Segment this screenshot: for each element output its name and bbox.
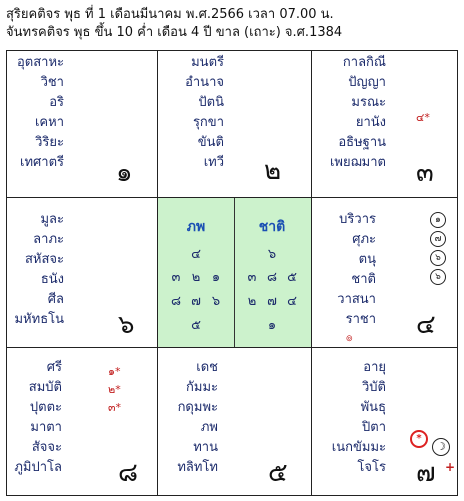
header-line-lunar: จันทรคติจร พุธ ขึ้น 10 ค่ำ เดือน 4 ปี ขาล (เถาะ) จ.ศ.1384: [6, 25, 343, 40]
house-7-list: [324, 358, 386, 478]
house-item: เคหา: [34, 115, 64, 130]
circled-planet-icon: ๖: [430, 269, 446, 285]
center-left-bottom: ๕: [191, 318, 201, 333]
center-left-cell: ๖: [211, 294, 221, 309]
grid-line: [457, 50, 458, 496]
house-7-number: ๗: [416, 458, 436, 488]
house-item: ศรี: [46, 360, 62, 375]
house-item: ราชา: [345, 312, 376, 327]
center-left-cell: ๘: [170, 294, 182, 309]
house-item: ยานัง: [355, 115, 386, 130]
house-item: อำนาจ: [185, 75, 224, 90]
header-line-solar: สุริยคติจร พุธ ที่ 1 เดือนมีนาคม พ.ศ.2566 เวลา 07.00 น.: [6, 7, 334, 22]
house-item: ปุตตะ: [29, 400, 62, 415]
center-left-title: ภพ: [186, 219, 206, 235]
circled-planet-icon: ๑: [430, 212, 446, 228]
center-right-top: ๖: [267, 247, 277, 262]
center-right-cell: ๗: [267, 294, 277, 309]
house-item: ภูมิปาโล: [14, 460, 62, 475]
house-item: สมบัติ: [28, 380, 62, 395]
grid-line: [6, 495, 458, 496]
house-item: ปัตนิ: [198, 95, 224, 110]
house-1-list: [6, 53, 64, 173]
house-item: กัมมะ: [186, 380, 218, 395]
center-left-cell: ๓: [171, 270, 181, 285]
house-item: มนตรี: [191, 55, 224, 70]
house-5-list: [166, 358, 218, 478]
house-8-planet-mark: ๒*: [108, 383, 121, 396]
grid-line: [311, 50, 312, 496]
house-6-list: [6, 210, 64, 330]
house-2-number: ๒: [264, 156, 282, 186]
grid-line: [6, 50, 458, 51]
house-item: ศุภะ: [352, 232, 376, 247]
house-item: เดช: [196, 360, 218, 375]
house-item: ลาภะ: [33, 232, 64, 247]
house-5-number: ๕: [268, 458, 288, 488]
house-item: มูละ: [40, 212, 64, 227]
house-item: กาลกิณี: [342, 55, 386, 70]
center-left-cell: ๒: [191, 270, 201, 285]
red-circled-star-icon: *: [410, 430, 428, 448]
center-right-title: ชาติ: [258, 219, 286, 235]
center-right-cell: ๓: [247, 270, 257, 285]
house-item: ขันติ: [197, 135, 224, 150]
center-right-cell: ๕: [287, 270, 297, 285]
center-divider: [234, 198, 235, 347]
house-item: กดุมพะ: [177, 400, 218, 415]
house-item: ตนุ: [358, 252, 376, 267]
grid-line: [6, 347, 458, 348]
house-item: พันธุ: [360, 400, 386, 415]
circled-planet-icon: ๖: [430, 250, 446, 266]
house-3-number: ๓: [416, 158, 434, 188]
house-item: ทลิทโท: [177, 460, 218, 475]
house-item: โจโร: [357, 460, 386, 475]
house-item: มาตา: [30, 420, 62, 435]
house-item: สัจจะ: [31, 440, 62, 455]
house-item: อายุ: [363, 360, 386, 375]
house-item: ทาน: [193, 440, 218, 455]
house-item: มรณะ: [351, 95, 386, 110]
house-8-number: ๘: [118, 458, 139, 488]
house-2-list: [166, 53, 224, 173]
house-4-number: ๔: [416, 310, 436, 340]
house-item: รุกขา: [192, 115, 224, 130]
center-left-cell: ๗: [191, 294, 201, 309]
house-item: บริวาร: [339, 212, 376, 227]
house-item: วิชา: [40, 75, 64, 90]
house-4-planet-mark: ๏: [346, 331, 353, 344]
house-item: ศีล: [47, 292, 64, 307]
house-item: เนกขัมมะ: [331, 440, 386, 455]
house-item: อริ: [49, 95, 64, 110]
house-item: ธนัง: [40, 272, 64, 287]
house-item: อธิษฐาน: [338, 135, 386, 150]
house-3-planet-mark: ๔*: [416, 111, 430, 124]
moon-icon: ☽: [432, 438, 450, 456]
house-4-list: [324, 210, 376, 330]
house-1-number: ๑: [116, 158, 133, 188]
house-item: เทศาตรี: [20, 155, 64, 170]
center-right-cell: ๒: [247, 294, 257, 309]
center-right-cell: ๘: [266, 270, 278, 285]
center-right-cell: ๔: [287, 294, 297, 309]
house-item: ปัญญา: [348, 75, 386, 90]
house-item: สหัสจะ: [24, 252, 64, 267]
circled-planet-icon: ๗: [430, 231, 446, 247]
house-7-plus-mark: +: [445, 460, 456, 474]
center-right-bottom: ๑: [267, 318, 277, 333]
horoscope-chart: [6, 50, 458, 496]
house-item: ภพ: [200, 420, 218, 435]
house-item: วิบัติ: [362, 380, 386, 395]
house-item: วิริยะ: [35, 135, 64, 150]
house-item: เทวี: [203, 155, 224, 170]
house-item: เพยฌมาต: [329, 155, 386, 170]
house-item: อุตสาหะ: [16, 55, 64, 70]
house-item: ชาติ: [351, 272, 376, 287]
house-item: มหัทธโน: [14, 312, 64, 327]
house-item: ปิตา: [362, 420, 386, 435]
house-3-list: [324, 53, 386, 173]
center-left-cell: ๑: [211, 270, 221, 285]
house-6-number: ๖: [118, 310, 135, 340]
center-left-top: ๔: [191, 247, 201, 262]
house-8-planet-mark: ๑*: [108, 365, 121, 378]
house-8-list: [6, 358, 62, 478]
house-8-planet-mark: ๓*: [108, 401, 122, 414]
house-item: วาสนา: [337, 292, 376, 307]
